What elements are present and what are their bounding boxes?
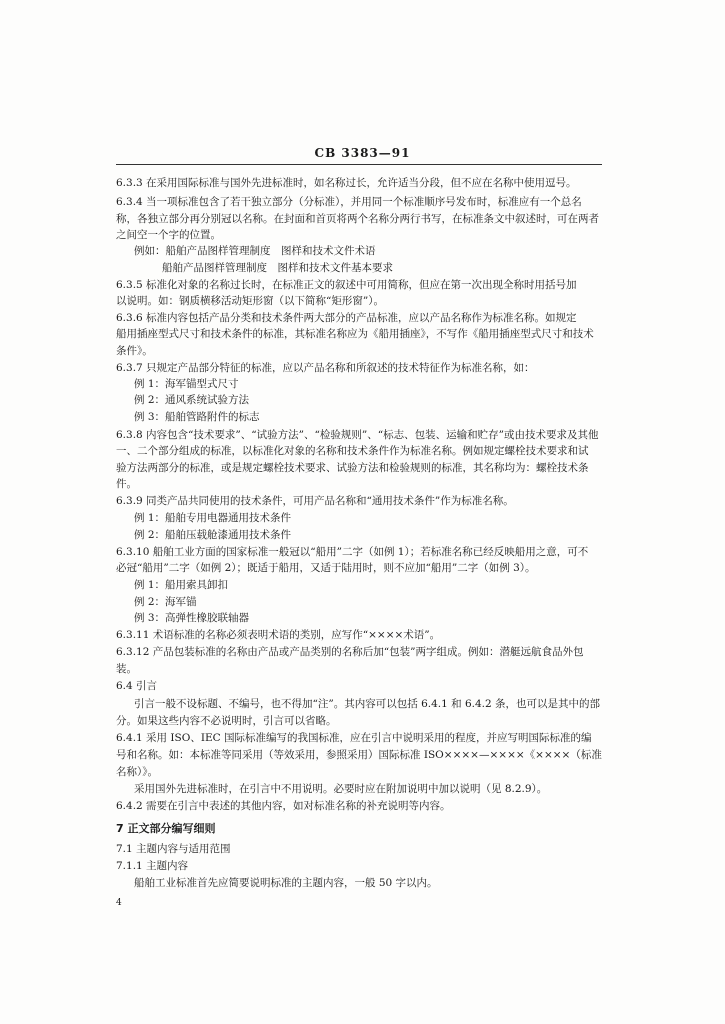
clause-6-4-2: 6.4.2 需要在引言中表述的其他内容，如对标准名称的补充说明等内容。 [116,800,451,812]
clause-6-4-1-note: 采用国外先进标准时，在引言中不用说明。必要时应在附加说明中加以说明（见 8.2.9）。 [134,783,548,795]
clause-6-3-7: 6.3.7 只规定产品部分特征的标准，应以产品名称和所叙述的技术特征作为标准名称，如： [116,362,535,374]
section-7-title: 7 正文部分编写细则 [116,822,216,835]
clause-6-4-body: 引言一般不设标题、不编号，也不得加“注”。其内容可以包括 6.4.1 和 6.4.2 条，也可以是其中的部 [134,698,601,710]
clause-6-3-8-cont-2: 验方法两部分的标准，或是规定螺栓技术要求、试验方法和检验规则的标准，其名称均为：螺栓技术条 [116,462,589,474]
clause-7-1-1-heading: 7.1.1 主题内容 [116,860,189,872]
clause-6-3-4-cont-1: 称，各独立部分再分别冠以名称。在封面和首页将两个名称分两行书写，在标准条文中叙述时，可在两者 [116,213,599,225]
clause-6-3-10: 6.3.10 船舶工业方面的国家标准一般冠以“船用”二字（如例 1）；若标准名称已经反映船用之意，可不 [116,546,589,558]
clause-6-4-1-cont-2: 名称）》。 [116,766,158,778]
clause-6-3-11: 6.3.11 术语标准的名称必须表明术语的类别，应写作“××××术语”。 [116,629,441,641]
example-text: 例 1：船舶专用电器通用技术条件 [134,512,292,524]
clause-6-3-5-cont: 以说明。如：钢质横移活动矩形窗（以下简称“矩形窗”）。 [116,295,384,307]
example-text: 船舶产品图样管理制度 图样和技术文件基本要求 [162,262,393,274]
example-text: 例如：船舶产品图样管理制度 图样和技术文件术语 [134,245,376,257]
document-code-header: CB 3383—91 [314,146,411,160]
example-text: 例 2：船舶压载舱漆通用技术条件 [134,529,292,541]
page-number: 4 [116,898,122,908]
example-text: 例 1：船用索具卸扣 [134,579,229,591]
clause-6-3-10-cont: 必冠“船用”二字（如例 2）；既适于船用，又适于陆用时，则不应加“船用”二字（如例 3）。 [116,562,536,574]
clause-6-3-9: 6.3.9 同类产品共同使用的技术条件，可用产品名称和“通用技术条件”作为标准名称。 [116,495,514,507]
clause-7-1-1-body: 船舶工业标准首先应简要说明标准的主题内容，一般 50 字以内。 [134,877,438,889]
clause-6-4-1: 6.4.1 采用 ISO、IEC 国际标准编写的我国标准，应在引言中说明采用的程度，并应写明国际标准的编 [116,732,592,744]
clause-6-3-12-cont: 装。 [116,663,137,675]
clause-7-1-heading: 7.1 主题内容与适用范围 [116,843,231,855]
clause-6-3-12: 6.3.12 产品包装标准的名称由产品或产品类别的名称后加“包装”两字组成。例如：潜艇远航食品外包 [116,646,584,658]
clause-6-3-6-cont-2: 条件》。 [116,345,153,357]
example-text: 例 3：船舶管路附件的标志 [134,411,260,423]
clause-6-3-8-cont-3: 件。 [116,478,137,490]
clause-6-3-4-cont-2: 之间空一个字的位置。 [116,229,221,241]
clause-6-3-8-cont-1: 一、二个部分组成的标准，以标准化对象的名称和技术条件作为标准名称。例如规定螺栓技术要求和试 [116,445,589,457]
clause-6-3-8: 6.3.8 内容包含“技术要求”、“试验方法”、“检验规则”、“标志、包装、运输和贮存”或由技术要求及其他 [116,429,599,441]
example-text: 例 1：海军锚型式尺寸 [134,378,239,390]
clause-6-4-body-cont: 分。如果这些内容不必说明时，引言可以省略。 [116,715,337,727]
example-text: 例 2：通风系统试验方法 [134,394,250,406]
clause-6-3-3: 6.3.3 在采用国际标准与国外先进标准时，如名称过长，允许适当分段，但不应在名称中使用逗号。 [116,177,577,189]
clause-6-3-6-cont-1: 船用插座型式尺寸和技术条件的标准，其标准名称应为《船用插座》，不写作《船用插座型式尺寸和技术 [116,328,594,340]
clause-6-3-6: 6.3.6 标准内容包括产品分类和技术条件两大部分的产品标准，应以产品名称作为标准名称。如规定 [116,312,577,324]
header-divider [116,164,602,165]
clause-6-3-4: 6.3.4 当一项标准包含了若干独立部分（分标准），并用同一个标准顺序号发布时，标准应有一个总名 [116,196,582,208]
clause-6-4-1-cont-1: 号和名称。如：本标准等同采用（等效采用，参照采用）国际标准 ISO××××—××××《××××（标准 [116,749,602,761]
clause-6-4-heading: 6.4 引言 [116,680,158,692]
example-text: 例 2：海军锚 [134,596,197,608]
clause-6-3-5: 6.3.5 标准化对象的名称过长时，在标准正文的叙述中可用简称，但应在第一次出现全称时用括号加 [116,279,577,291]
example-text: 例 3：高弹性橡胶联轴器 [134,612,250,624]
